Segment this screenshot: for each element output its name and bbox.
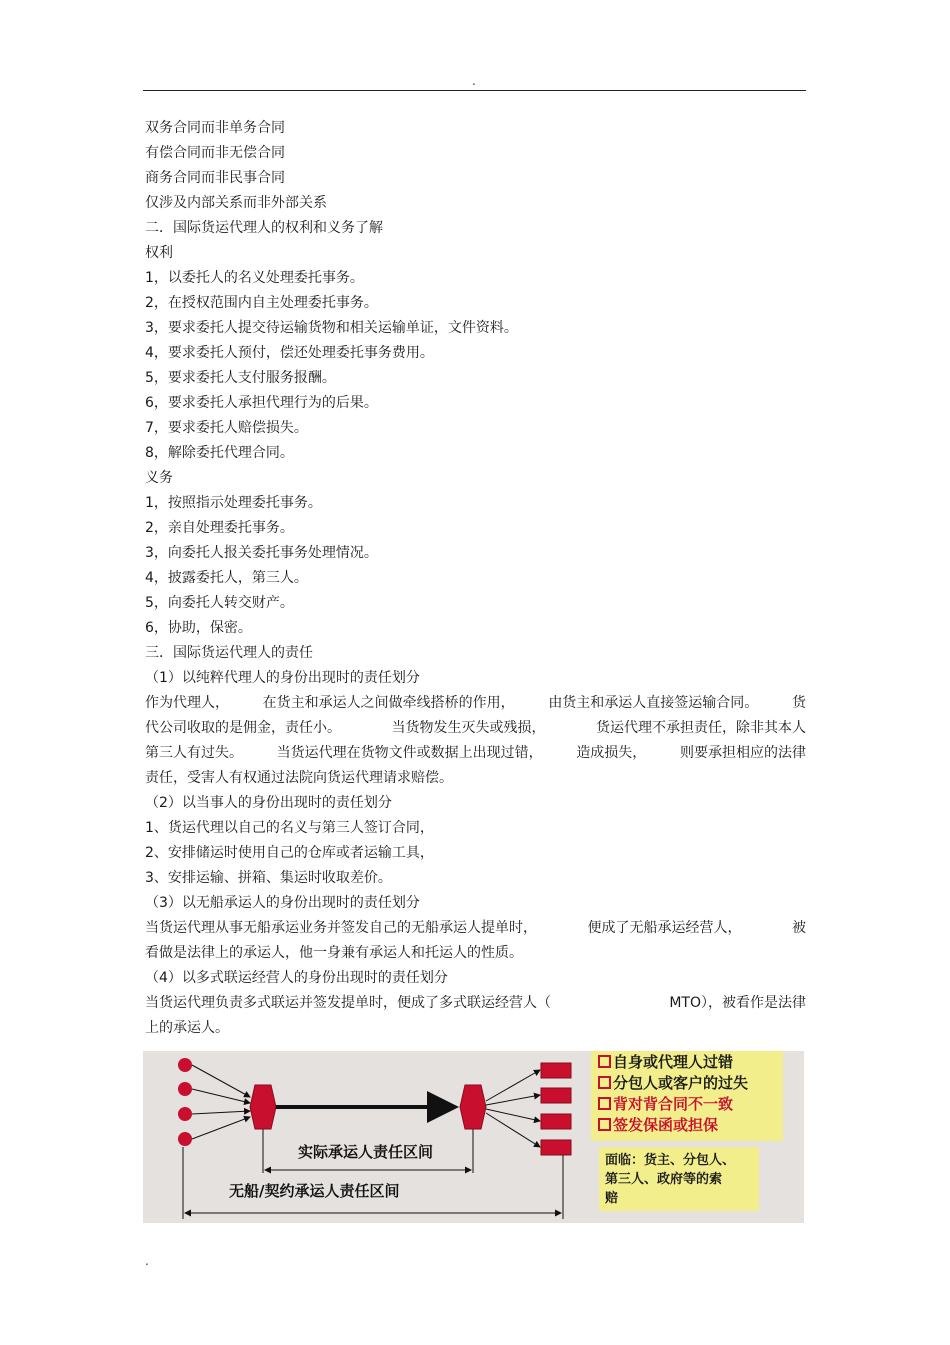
diagram-canvas [143,1051,804,1223]
paragraph-line [145,716,806,741]
text-segment: 代公司收取的是佣金，责任小。 [145,720,341,736]
list-item: 2，亲自处理委托事务。 [145,520,294,536]
footer-mark: . [145,1254,149,1268]
risk-item: 自身或代理人过错 [613,1053,734,1071]
list-item: 6，要求委托人承担代理行为的后果。 [145,395,378,411]
paragraph-line: 责任，受害人有权通过法院向货运代理请求赔偿。 [145,770,453,786]
text-segment: 当货运代理从事无船承运业务并签发自己的无船承运人提单时， [145,920,537,936]
risk-item: 分包人或客户的过失 [613,1074,749,1092]
subheading-rights: 权利 [145,245,173,261]
list-item: 6，协助，保密。 [145,620,252,636]
paragraph-line: 看做是法律上的承运人，他一身兼有承运人和托运人的性质。 [145,945,523,961]
shipper-node [178,1058,192,1072]
consignee-node [541,1088,571,1103]
paragraph-line [145,916,806,941]
text-line: 双务合同而非单务合同 [145,120,285,136]
list-item: 3，向委托人报关委托事务处理情况。 [145,545,378,561]
list-item: 3、安排运输、拼箱、集运时收取差价。 [145,870,392,886]
paragraph-line [145,991,806,1016]
clause-heading: （3）以无船承运人的身份出现时的责任划分 [145,895,420,911]
text-segment: 由货主和承运人直接签运输合同。 [548,695,759,711]
claims-text: 第三人、政府等的索 [605,1172,723,1187]
liability-diagram [143,1051,804,1223]
subheading-duties: 义务 [145,470,173,486]
header-rule [143,90,806,91]
text-segment: 被 [792,920,806,936]
text-segment: 则要承担相应的法律 [679,745,806,761]
consignee-node [541,1140,571,1155]
text-segment: 当货运代理负责多式联运并签发提单时，便成了多式联运经营人（ [145,995,551,1011]
destination-node-hexagon [460,1085,486,1129]
text-segment: 当货物发生灭失或残损， [391,720,546,736]
text-line: 商务合同而非民事合同 [145,170,285,186]
text-segment: 在货主和承运人之间做牵线搭桥的作用， [262,695,515,711]
shipper-node [178,1082,192,1096]
list-item: 1，按照指示处理委托事务。 [145,495,322,511]
claims-text: 面临：货主、分包人、 [605,1153,736,1168]
clause-heading: （1）以纯粹代理人的身份出现时的责任划分 [145,670,420,686]
text-segment: 便成了无船承运经营人， [587,920,742,936]
consignee-node [541,1063,571,1078]
text-segment: 第三人有过失。 [145,745,243,761]
shipper-node [178,1107,192,1121]
paragraph-line [145,691,806,716]
risk-item: 签发保函或担保 [613,1116,719,1134]
text-segment: 作为代理人， [145,695,229,711]
list-item: 2，在授权范围内自主处理委托事务。 [145,295,378,311]
list-item: 4，披露委托人，第三人。 [145,570,308,586]
text-segment: 当货运代理在货物文件或数据上出现过错， [276,745,543,761]
list-item: 5，向委托人转交财产。 [145,595,294,611]
list-item: 5，要求委托人支付服务报酬。 [145,370,336,386]
consignee-node [541,1114,571,1129]
section-heading: 三．国际货运代理人的责任 [145,645,313,661]
header-mark: . [472,74,476,88]
risk-item: 背对背合同不一致 [613,1095,734,1113]
text-segment: 造成损失， [576,745,647,761]
list-item: 3，要求委托人提交待运输货物和相关运输单证，文件资料。 [145,320,518,336]
list-item: 8，解除委托代理合同。 [145,445,294,461]
nvocc-carrier-label: 无船/契约承运人责任区间 [229,1182,400,1200]
shipper-node [178,1132,192,1146]
clause-heading: （2）以当事人的身份出现时的责任划分 [145,795,392,811]
actual-carrier-label: 实际承运人责任区间 [298,1143,434,1161]
text-segment: MTO），被看作是法律 [669,995,806,1011]
paragraph-line [145,741,806,766]
text-segment: 货 [791,695,806,711]
section-heading: 二．国际货运代理人的权利和义务了解 [145,220,383,236]
clause-heading: （4）以多式联运经营人的身份出现时的责任划分 [145,970,448,986]
list-item: 1，以委托人的名义处理委托事务。 [145,270,364,286]
origin-node-hexagon [250,1085,276,1129]
document-body [145,116,806,1041]
text-segment: 货运代理不承担责任，除非其本人 [596,720,806,736]
paragraph-line: 上的承运人。 [145,1020,229,1036]
list-item: 7，要求委托人赔偿损失。 [145,420,308,436]
list-item: 2、安排储运时使用自己的仓库或者运输工具， [145,845,434,861]
text-line: 有偿合同而非无偿合同 [145,145,285,161]
claims-text: 赔 [605,1191,619,1206]
list-item: 4，要求委托人预付，偿还处理委托事务费用。 [145,345,434,361]
list-item: 1、货运代理以自己的名义与第三人签订合同， [145,820,434,836]
text-line: 仅涉及内部关系而非外部关系 [145,195,327,211]
